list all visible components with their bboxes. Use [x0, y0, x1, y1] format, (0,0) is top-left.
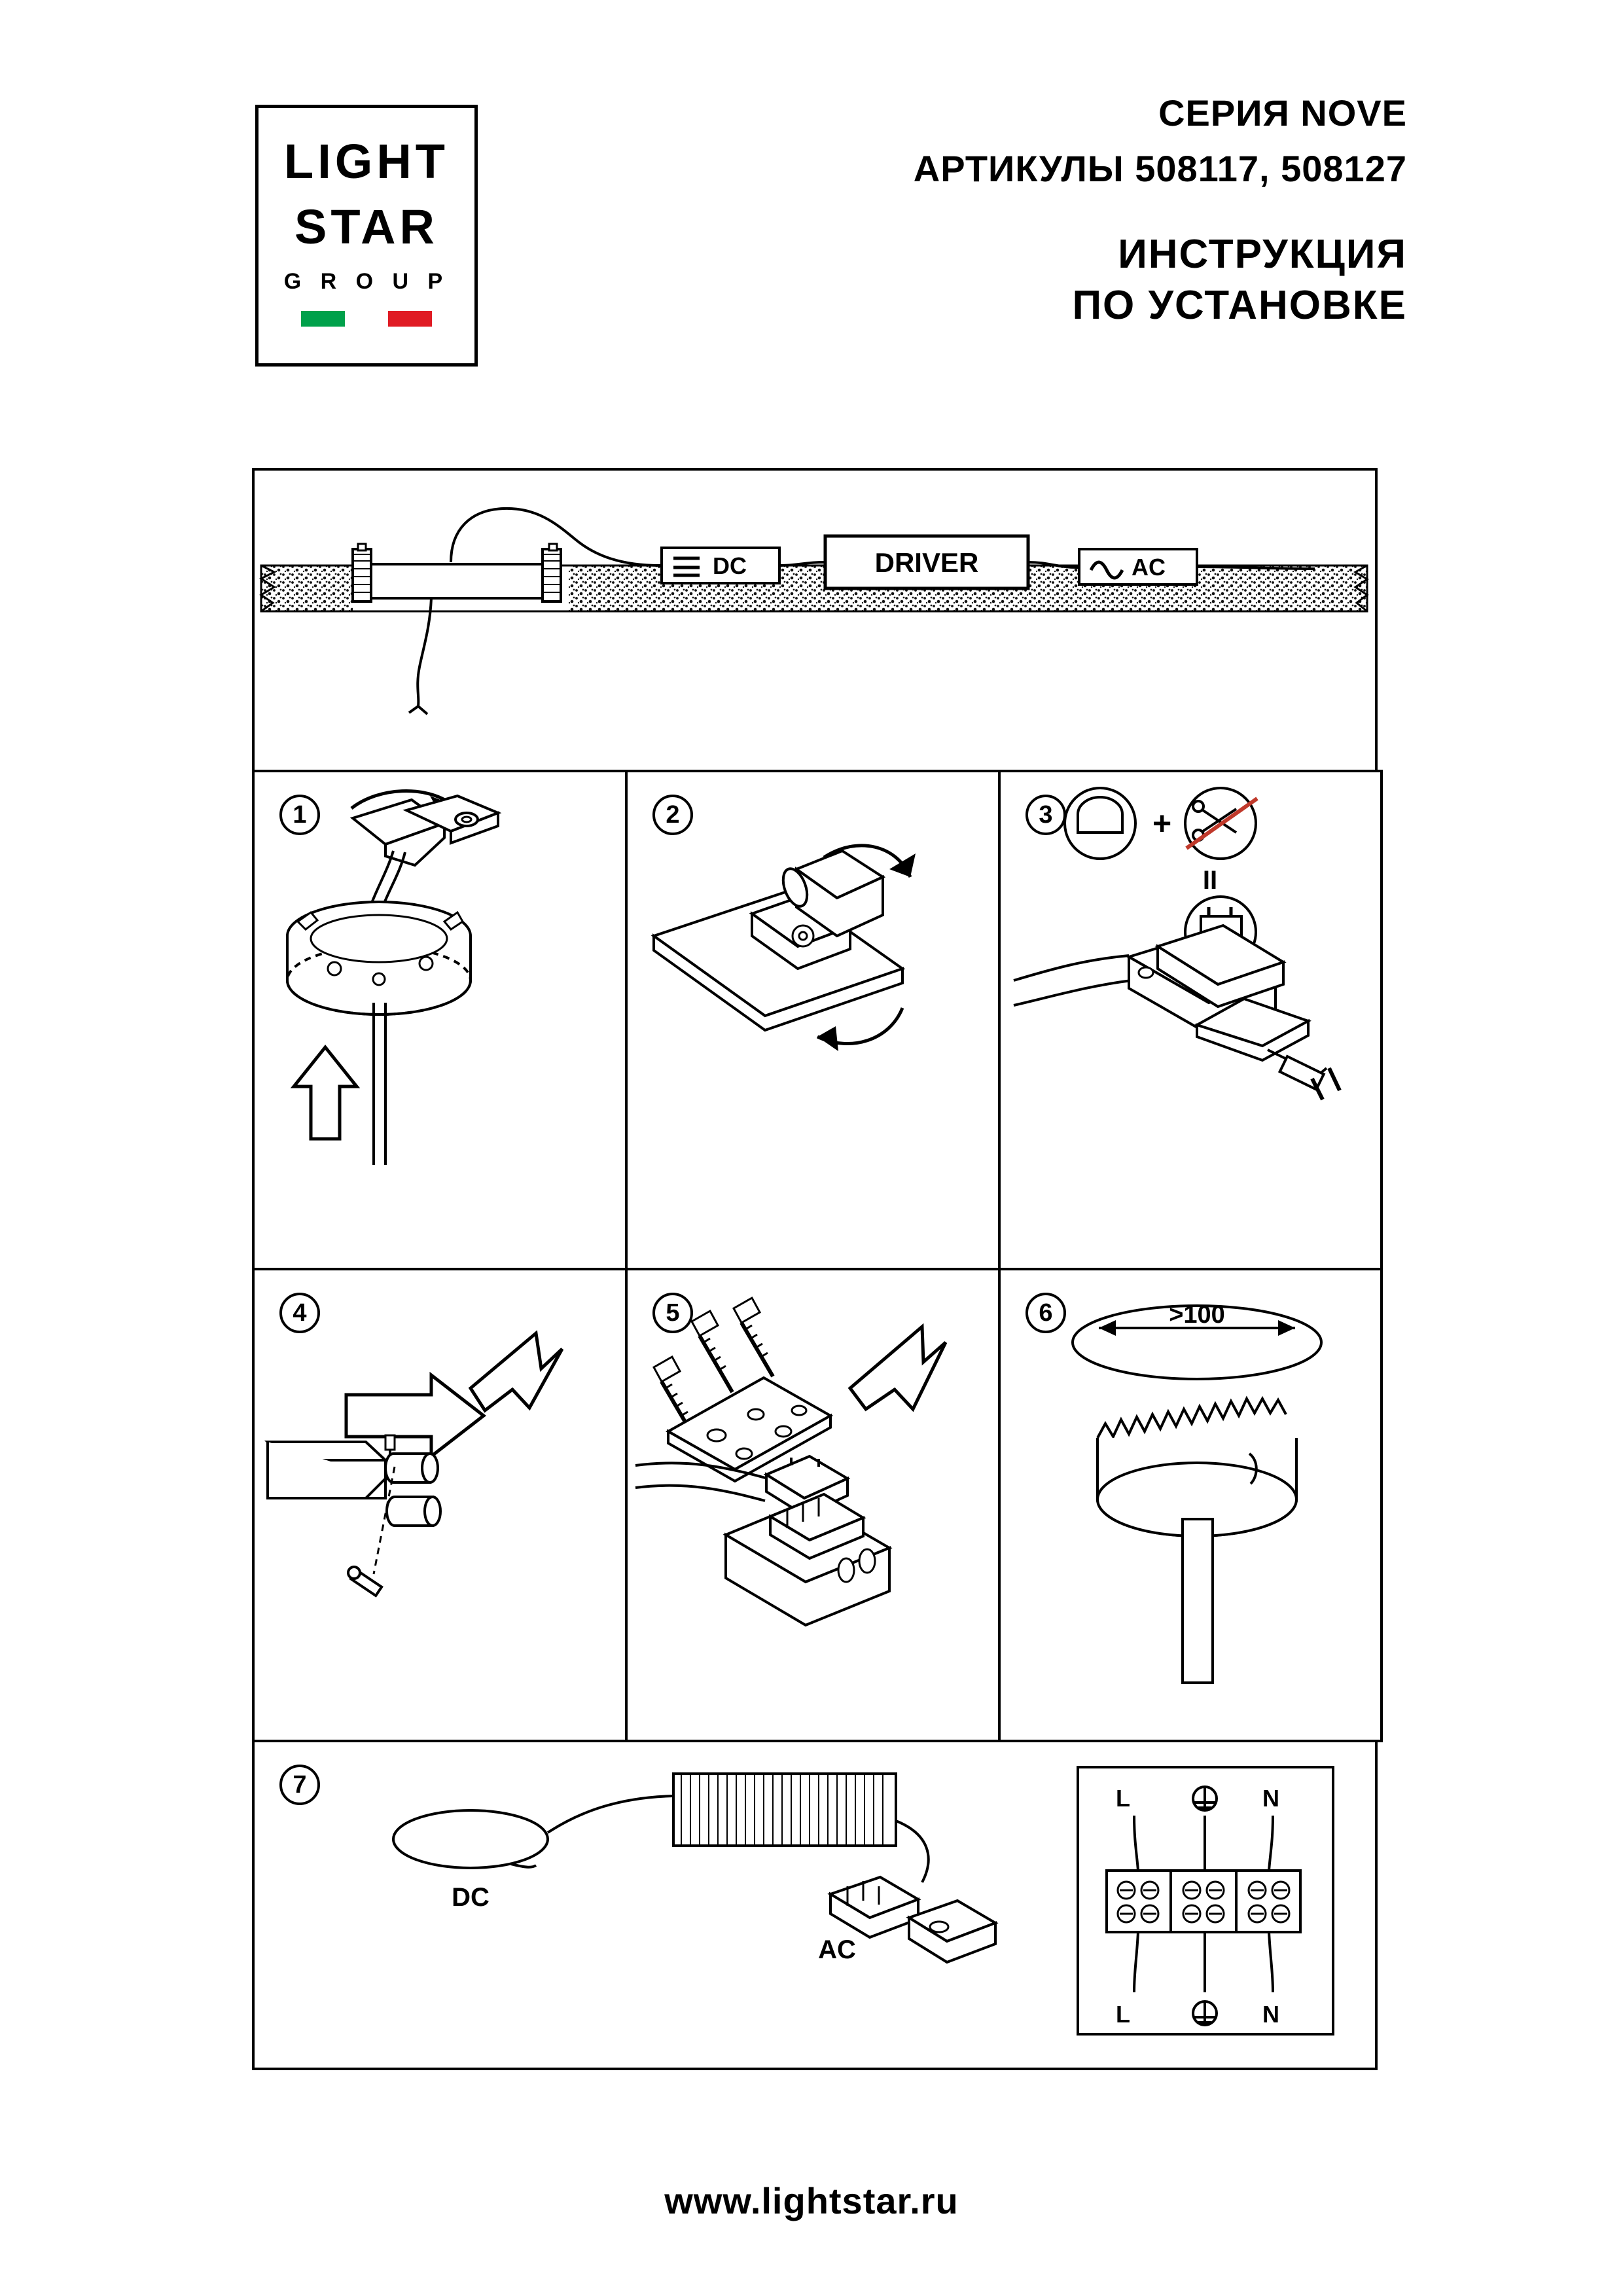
dc-label-step7: DC: [452, 1883, 490, 1912]
step-panel-1: [252, 770, 628, 1270]
step-number-2: 2: [652, 795, 693, 835]
step-number-4: 4: [279, 1293, 320, 1333]
terminal-label-bottom-left: L: [1116, 2001, 1130, 2028]
step-panel-2: [625, 770, 1001, 1270]
hole-saw: [1097, 1399, 1296, 1536]
articles-label: АРТИКУЛЫ 508117, 508127: [913, 148, 1407, 189]
step-panel-5: [625, 1268, 1001, 1742]
pause-symbol: II: [1202, 866, 1218, 895]
step-5-illustration: [628, 1270, 998, 1740]
step-2-illustration: [628, 772, 998, 1268]
terminal-diagram: [1078, 1767, 1333, 2034]
screw-1: [692, 1311, 732, 1392]
step-3-illustration: [1001, 772, 1380, 1268]
step-number-5: 5: [652, 1293, 693, 1333]
screw-2: [734, 1298, 773, 1376]
terminal-label-bottom-right: N: [1262, 2001, 1279, 2028]
step-number-3: 3: [1026, 795, 1066, 835]
driver-box: [825, 536, 1028, 588]
lamp-housing-lower: [726, 1494, 889, 1625]
connector-cylinder-2: [387, 1497, 440, 1526]
lamp-module: [353, 796, 498, 865]
terminal-label-top-right: N: [1262, 1785, 1279, 1812]
plus-symbol: +: [1152, 805, 1172, 842]
housing-ring: [287, 902, 471, 1014]
diameter-label: >100: [1169, 1301, 1225, 1329]
step-panel-6: [998, 1268, 1383, 1742]
step-panel-7: [252, 1740, 1378, 2070]
page-header: [0, 0, 1623, 432]
lamp-symbol: [1065, 788, 1135, 859]
series-label: СЕРИЯ NOVE: [1158, 92, 1407, 134]
logo-line-light: LIGHT: [284, 134, 449, 188]
instruction-title-line1: ИНСТРУКЦИЯ: [1118, 232, 1407, 277]
step-1-illustration: [255, 772, 625, 1268]
logo-line-star: STAR: [294, 200, 438, 254]
ac-connector: [1079, 549, 1197, 584]
step-panel-3: [998, 770, 1383, 1270]
bracket-assembly: [654, 851, 902, 1030]
ac-label-step7: AC: [818, 1935, 856, 1964]
connector-cylinder-1: [385, 1454, 438, 1482]
dc-connector: [662, 548, 779, 583]
step-4-illustration: [255, 1270, 625, 1740]
instruction-title-line2: ПО УСТАНОВКЕ: [1072, 282, 1407, 328]
step-number-7: 7: [279, 1765, 320, 1805]
footer-website[interactable]: www.lightstar.ru: [664, 2180, 959, 2221]
brand-logo: [255, 105, 478, 367]
step-number-1: 1: [279, 795, 320, 835]
overview-panel: [252, 468, 1378, 772]
dc-label: DC: [713, 552, 747, 579]
ac-label: AC: [1132, 554, 1166, 581]
driver-label: DRIVER: [874, 547, 979, 578]
step-6-illustration: [1001, 1270, 1380, 1740]
logo-line-group: G R O U P: [283, 269, 450, 294]
title-block: [589, 92, 1407, 331]
pin-bottom: [348, 1567, 382, 1596]
no-scissors-symbol: [1185, 788, 1257, 859]
step-panel-4: [252, 1268, 628, 1742]
step-number-6: 6: [1026, 1293, 1066, 1333]
step-7-illustration: [255, 1742, 1375, 2073]
driver-unit: [673, 1774, 896, 1846]
overview-illustration: [255, 471, 1375, 770]
earth-icon-bottom: [1193, 2001, 1217, 2025]
earth-icon-top: [1193, 1787, 1217, 1810]
instruction-diagram-grid: [252, 468, 1378, 2065]
terminal-label-top-left: L: [1116, 1785, 1130, 1812]
italian-flag-icon: [301, 311, 432, 327]
